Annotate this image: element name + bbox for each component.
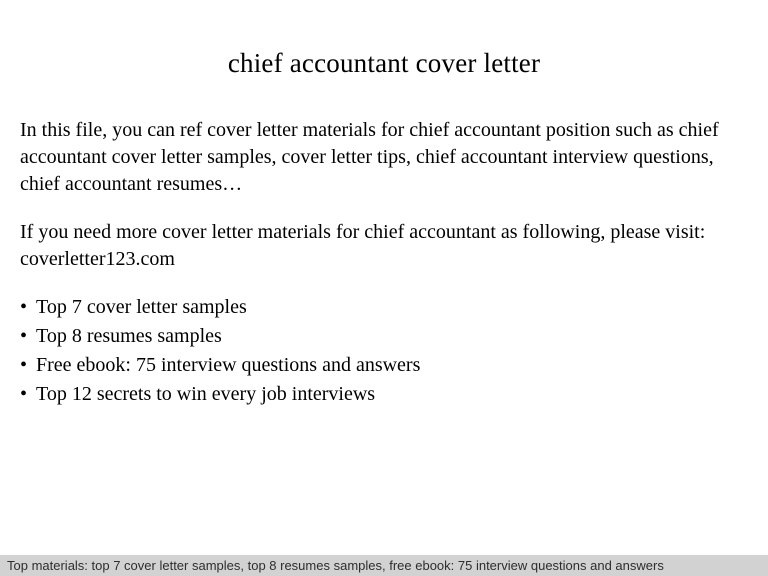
bullet-icon: • (20, 296, 28, 318)
list-item (20, 322, 734, 351)
list-item (20, 293, 734, 322)
bullet-icon: • (20, 383, 28, 405)
bullet-icon: • (20, 325, 28, 347)
list-item (20, 351, 734, 380)
footer-text: Top materials: top 7 cover letter samples, top 8 resumes samples, free ebook: 75 interview questions and answers (7, 558, 664, 573)
list-item-label: Top 7 cover letter samples (36, 296, 247, 318)
page-title: chief accountant cover letter (227, 48, 541, 78)
slide-body (20, 117, 734, 409)
list-item (20, 380, 734, 409)
list-item-label: Free ebook: 75 interview questions and answers (36, 354, 421, 376)
bullet-icon: • (20, 354, 28, 376)
bullet-list (20, 293, 734, 409)
visit-paragraph: If you need more cover letter materials for chief accountant as following, please visit: coverletter123.com (20, 221, 706, 270)
list-item-label: Top 12 secrets to win every job interviews (36, 383, 376, 405)
list-item-label: Top 8 resumes samples (36, 325, 222, 347)
footer-bar (0, 555, 768, 576)
intro-paragraph: In this file, you can ref cover letter materials for chief accountant position such as chief accountant cover letter samples, cover letter tips, chief accountant interview questions, chief accountant resumes… (20, 119, 719, 195)
